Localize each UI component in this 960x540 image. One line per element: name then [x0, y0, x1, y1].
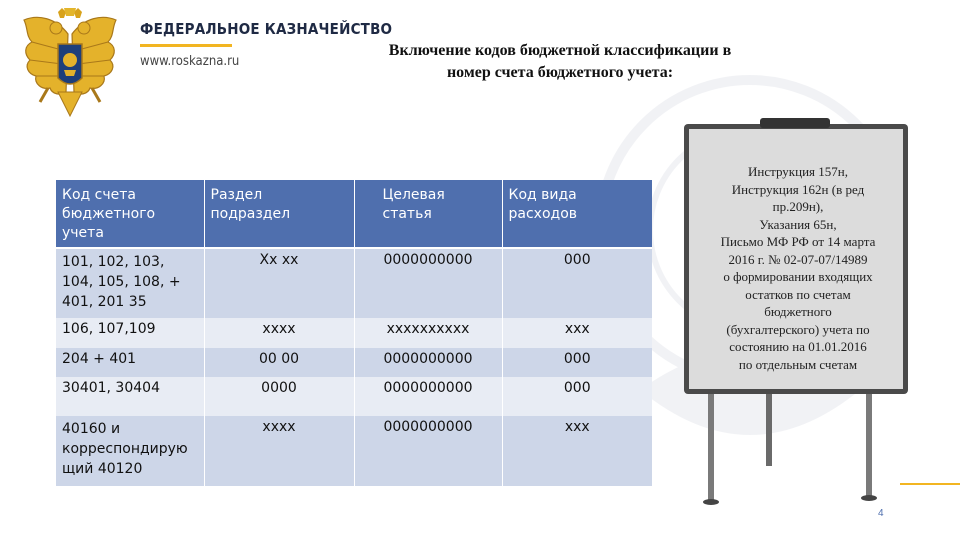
cell-type: 000: [502, 248, 652, 318]
header-expense-type: Код вида расходов: [502, 180, 652, 248]
header-target-article: Целевая статья: [354, 180, 502, 248]
org-website[interactable]: www.roskazna.ru: [140, 54, 240, 69]
cell-target: хххххххххх: [354, 318, 502, 348]
cell-account: 40160 и корреспондирую щий 40120: [56, 416, 204, 486]
org-name: ФЕДЕРАЛЬНОЕ КАЗНАЧЕЙСТВО: [140, 20, 393, 38]
sign-leg: [866, 386, 872, 496]
sign-leg: [766, 386, 772, 466]
cell-section: хххх: [204, 416, 354, 486]
cell-type: 000: [502, 348, 652, 377]
table-row: [56, 318, 652, 348]
budget-codes-table: [56, 180, 652, 486]
slide-title-line: Включение кодов бюджетной классификации в: [388, 42, 732, 59]
cell-section: 0000: [204, 377, 354, 416]
cell-type: ххх: [502, 318, 652, 348]
table-row: [56, 248, 652, 318]
cell-type: ххх: [502, 416, 652, 486]
table-row: [56, 377, 652, 416]
cell-target: 0000000000: [354, 248, 502, 318]
table-row: [56, 416, 652, 486]
cell-type: 000: [502, 377, 652, 416]
table-header-row: [56, 180, 652, 248]
cell-section: 00 00: [204, 348, 354, 377]
header-section: Раздел подраздел: [204, 180, 354, 248]
page-number: 4: [878, 508, 884, 519]
cell-account: 106, 107,109: [56, 318, 204, 348]
cell-section: Хх хх: [204, 248, 354, 318]
table-row: [56, 348, 652, 377]
cell-target: 0000000000: [354, 348, 502, 377]
org-underline: [140, 44, 232, 47]
double-headed-eagle-emblem-icon: [18, 8, 122, 120]
cell-account: 30401, 30404: [56, 377, 204, 416]
cell-section: хххх: [204, 318, 354, 348]
cell-target: 0000000000: [354, 377, 502, 416]
slide-title-line: номер счета бюджетного учета:: [446, 64, 674, 81]
cell-account: 204 + 401: [56, 348, 204, 377]
sign-text: Инструкция 157н, Инструкция 162н (в ред пр.209н), Указания 65н, Письмо МФ РФ от 14 марта 2016 г. № 02-07-07/14989 о формировании входящих остатков по счетам бюджетного (бухгалтерского) учета по состоянию на 01.01.2016 по отдельным счетам: [720, 164, 876, 372]
cell-account: 101, 102, 103, 104, 105, 108, + 401, 201 35: [56, 248, 204, 318]
sign-leg: [708, 386, 714, 500]
cell-target: 0000000000: [354, 416, 502, 486]
slide-title: [300, 40, 820, 84]
footer-accent-line: [900, 483, 960, 485]
header-account-code: Код счета бюджетного учета: [56, 180, 204, 248]
